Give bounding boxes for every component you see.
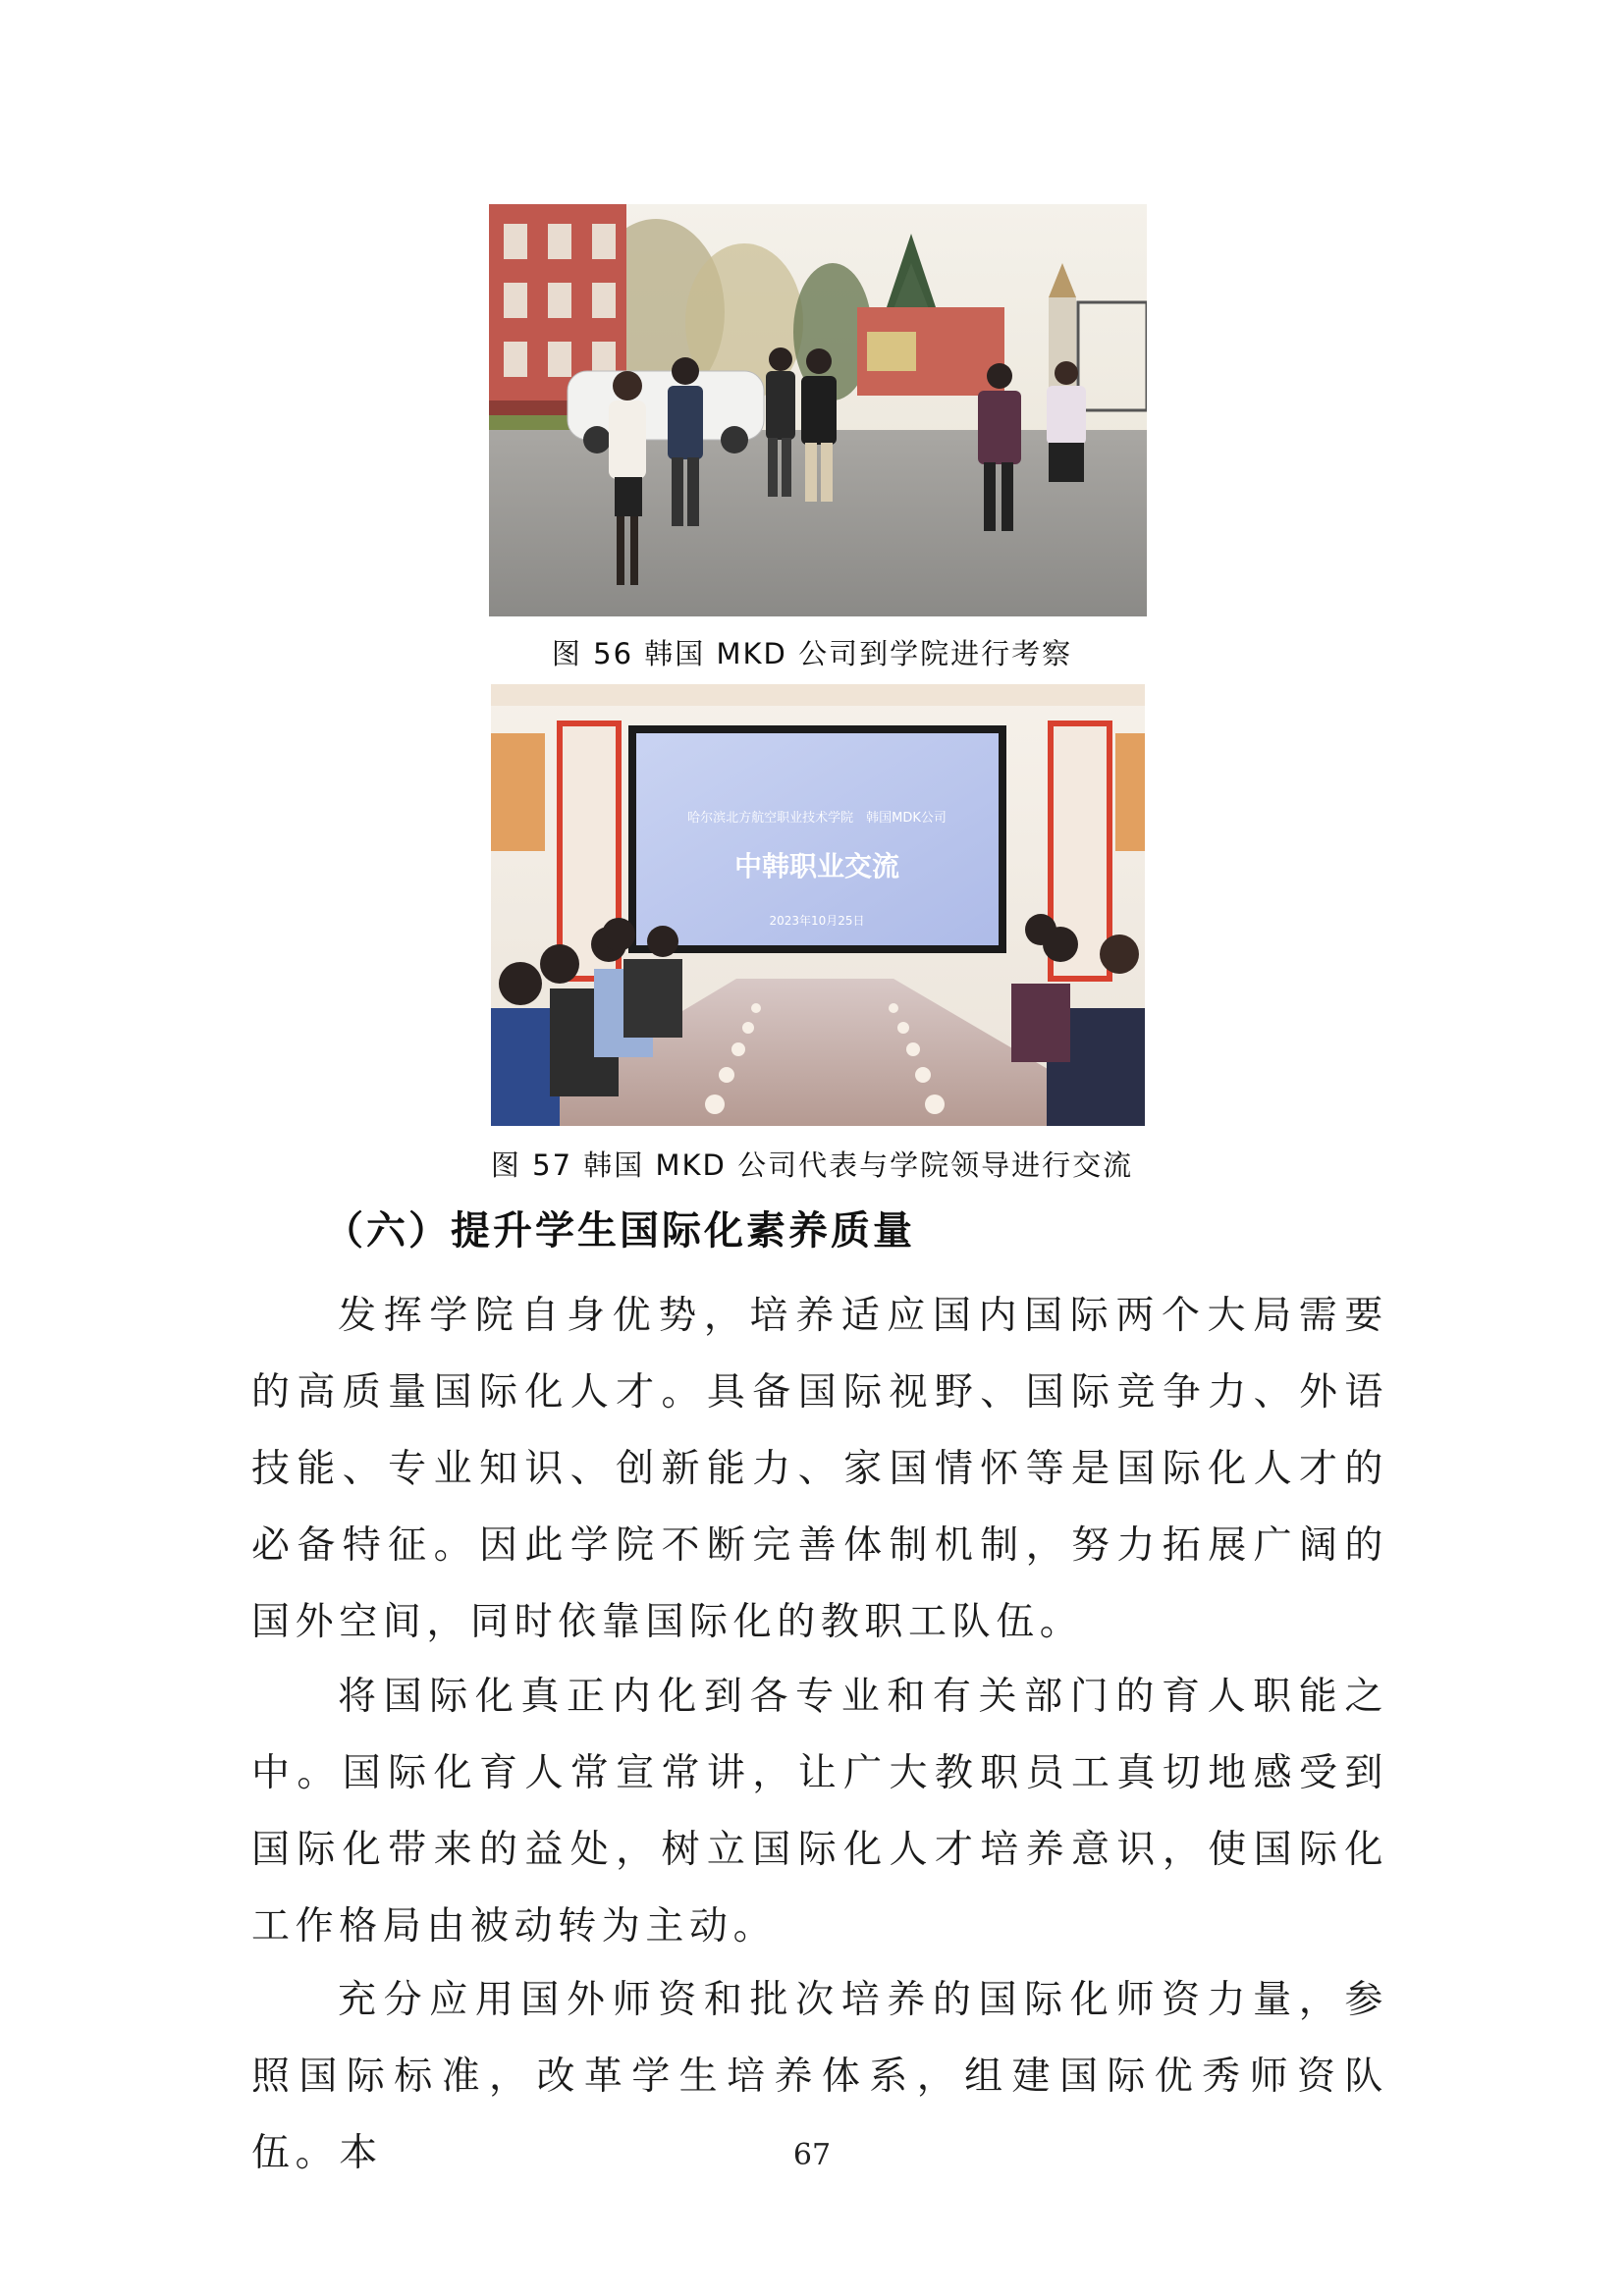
paragraph-2: 将国际化真正内化到各专业和有关部门的育人职能之中。国际化育人常宣常讲，让广大教职员工真切地感受到国际化带来的益处，树立国际化人才培养意识，使国际化工作格局由被动转为主动。 — [251, 1675, 1388, 1949]
meeting-room-photo — [491, 684, 1145, 1126]
paragraph-3: 充分应用国外师资和批次培养的国际化师资力量，参照国际标准，改革学生培养体系，组建国际优秀师资队伍。本 — [251, 1978, 1388, 2175]
figure-57-caption: 图 57 韩国 MKD 公司代表与学院领导进行交流 — [490, 1148, 1134, 1182]
group-walking-campus-photo — [489, 204, 1147, 616]
screen-line3: 2023年10月25日 — [769, 914, 865, 928]
screen-line1: 哈尔滨北方航空职业技术学院 韩国MDK公司 — [687, 811, 947, 826]
paragraph-1: 发挥学院自身优势，培养适应国内国际两个大局需要的高质量国际化人才。具备国际视野、国际竞争力、外语技能、专业知识、创新能力、家国情怀等是国际化人才的必备特征。因此学院不断完善体制机制，努力拓展广阔的国外空间，同时依靠国际化的教职工队伍。 — [251, 1294, 1388, 1644]
figure-57-photo — [491, 684, 1145, 1126]
figure-56-photo — [489, 204, 1147, 616]
figure-56-caption: 图 56 韩国 MKD 公司到学院进行考察 — [551, 637, 1073, 670]
page-number: 67 — [792, 2138, 832, 2172]
screen-line2: 中韩职业交流 — [733, 850, 900, 882]
section-heading: （六）提升学生国际化素养质量 — [324, 1208, 915, 1254]
